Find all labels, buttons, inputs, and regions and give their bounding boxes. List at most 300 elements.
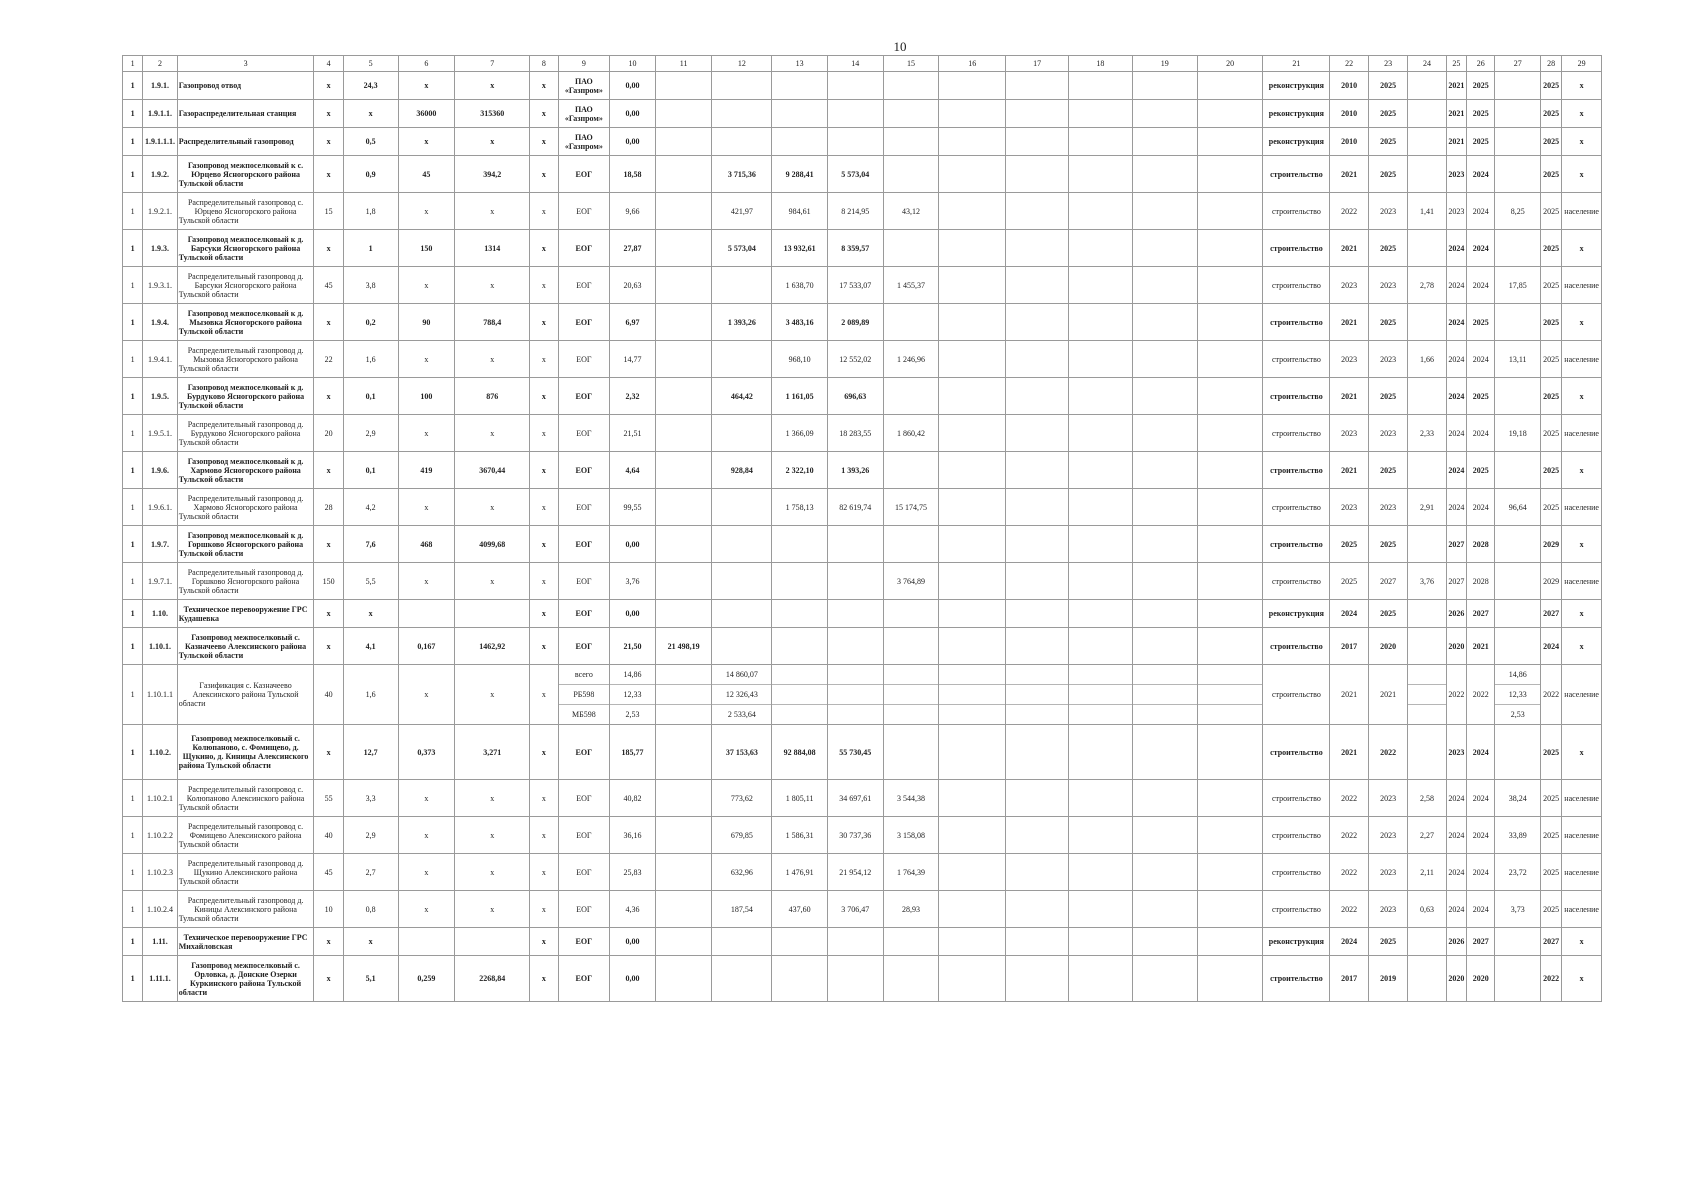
table-row — [123, 128, 1602, 156]
sub-cell-empty — [1133, 705, 1197, 725]
sub-cell-empty — [939, 685, 1005, 705]
column-number: 7 — [455, 56, 530, 72]
cell-col-4: х — [314, 100, 343, 128]
cell-col-26: 2024 — [1467, 230, 1495, 267]
cell-col-29: население — [1562, 415, 1602, 452]
cell-col-1: 1 — [123, 452, 143, 489]
cell-col-24 — [1408, 928, 1446, 956]
cell-col-27 — [1495, 628, 1541, 665]
sub-cell-empty — [1198, 705, 1263, 725]
cell-col-8: х — [530, 267, 558, 304]
cell-col-9: ЕОГ — [558, 341, 610, 378]
cell-col-7: х — [455, 72, 530, 100]
cell-col-1: 1 — [123, 304, 143, 341]
cell-col-20 — [1197, 156, 1263, 193]
cell-col-13 — [772, 600, 828, 628]
cell-col-12 — [712, 600, 772, 628]
cell-col-18 — [1069, 600, 1133, 628]
cell-col-22: 2017 — [1330, 628, 1368, 665]
cell-col-8: х — [530, 128, 558, 156]
cell-col-22: 2021 — [1330, 725, 1368, 780]
cell-col-3: Техническое перевооружение ГРС Кудашевка — [177, 600, 314, 628]
cell-col-21: строительство — [1263, 725, 1330, 780]
sub-cell: 12,33 — [1495, 685, 1540, 705]
cell-col-17 — [1006, 628, 1069, 665]
cell-col-3: Распределительный газопровод — [177, 128, 314, 156]
cell-col-12 — [712, 628, 772, 665]
cell-col-20 — [1197, 854, 1263, 891]
cell-col-26: 2022 — [1467, 665, 1495, 725]
sub-cell-empty — [1198, 685, 1263, 705]
cell-col-20 — [1197, 600, 1263, 628]
cell-col-10: 9,66 — [610, 193, 656, 230]
cell-col-1: 1 — [123, 628, 143, 665]
cell-col-8: х — [530, 563, 558, 600]
cell-col-21: строительство — [1263, 665, 1330, 725]
sub-cell-empty — [772, 705, 827, 725]
sub-cell: 2 533,64 — [727, 710, 756, 719]
cell-col-4: 22 — [314, 341, 343, 378]
cell-col-22: 2021 — [1330, 304, 1368, 341]
cell-col-7: х — [455, 665, 530, 725]
cell-col-17 — [1006, 156, 1069, 193]
cell-col-17 — [1006, 415, 1069, 452]
cell-col-16 — [939, 156, 1006, 193]
cell-col-18 — [1069, 526, 1133, 563]
cell-col-10: 0,00 — [610, 72, 656, 100]
cell-col-8: х — [530, 341, 558, 378]
cell-col-19 — [1132, 304, 1197, 341]
cell-col-13: 437,60 — [772, 891, 828, 928]
cell-col-20 — [1197, 341, 1263, 378]
cell-col-8: х — [530, 100, 558, 128]
cell-col-20 — [1197, 665, 1263, 725]
cell-col-16 — [939, 304, 1006, 341]
cell-col-27 — [1495, 725, 1541, 780]
cell-col-14: 1 393,26 — [827, 452, 883, 489]
cell-col-4: х — [314, 128, 343, 156]
cell-col-14: 5 573,04 — [827, 156, 883, 193]
cell-col-27: 23,72 — [1495, 854, 1541, 891]
cell-col-17 — [1006, 725, 1069, 780]
cell-col-28: 2025 — [1540, 780, 1561, 817]
cell-col-28: 2025 — [1540, 156, 1561, 193]
cell-col-3: Распределительный газопровод д. Щукино Алексинского района Тульской области — [177, 854, 314, 891]
sub-cell: 14,86 — [1495, 665, 1540, 685]
cell-col-4: х — [314, 452, 343, 489]
cell-col-4: х — [314, 72, 343, 100]
cell-col-2: 1.11.1. — [143, 956, 177, 1002]
cell-col-2: 1.9.1. — [143, 72, 177, 100]
cell-col-20 — [1197, 563, 1263, 600]
cell-col-16 — [939, 600, 1006, 628]
cell-col-16 — [939, 563, 1006, 600]
cell-col-6: 90 — [398, 304, 455, 341]
sub-cell-empty — [1133, 685, 1197, 705]
cell-col-22: 2023 — [1330, 267, 1368, 304]
cell-col-29: х — [1562, 452, 1602, 489]
cell-col-8: х — [530, 928, 558, 956]
cell-col-28: 2025 — [1540, 378, 1561, 415]
table-row — [123, 489, 1602, 526]
cell-col-29: население — [1562, 267, 1602, 304]
cell-col-20 — [1197, 891, 1263, 928]
cell-col-10: 2,32 — [610, 378, 656, 415]
cell-col-23: 2025 — [1368, 526, 1408, 563]
cell-col-15 — [883, 156, 939, 193]
cell-col-4: х — [314, 526, 343, 563]
cell-col-21: строительство — [1263, 341, 1330, 378]
cell-col-25: 2024 — [1446, 817, 1466, 854]
cell-col-1: 1 — [123, 928, 143, 956]
cell-col-24 — [1408, 100, 1446, 128]
cell-col-13: 1 805,11 — [772, 780, 828, 817]
cell-col-13: 1 476,91 — [772, 854, 828, 891]
table-row-split — [123, 665, 1602, 725]
cell-col-17 — [1006, 665, 1069, 725]
cell-col-28: 2025 — [1540, 193, 1561, 230]
cell-col-5: 0,9 — [343, 156, 398, 193]
cell-col-4: х — [314, 304, 343, 341]
cell-col-7: 394,2 — [455, 156, 530, 193]
cell-col-14 — [827, 600, 883, 628]
cell-col-19 — [1132, 341, 1197, 378]
cell-col-12 — [712, 665, 772, 725]
cell-col-4: х — [314, 928, 343, 956]
sub-cell: 2,53 — [1510, 710, 1525, 719]
cell-col-18 — [1069, 956, 1133, 1002]
cell-col-20 — [1197, 304, 1263, 341]
cell-col-5: 1,6 — [343, 341, 398, 378]
cell-col-24: 2,58 — [1408, 780, 1446, 817]
column-number: 20 — [1197, 56, 1263, 72]
table-row — [123, 817, 1602, 854]
cell-col-3: Техническое перевооружение ГРС Михайловская — [177, 928, 314, 956]
cell-col-25: 2020 — [1446, 628, 1466, 665]
table-row — [123, 891, 1602, 928]
cell-col-7: 3,271 — [455, 725, 530, 780]
cell-col-8: х — [530, 378, 558, 415]
cell-col-25: 2021 — [1446, 72, 1466, 100]
cell-col-28: 2027 — [1540, 928, 1561, 956]
cell-col-28: 2025 — [1540, 725, 1561, 780]
cell-col-22: 2022 — [1330, 854, 1368, 891]
cell-col-23: 2027 — [1368, 563, 1408, 600]
cell-col-26: 2024 — [1467, 415, 1495, 452]
cell-col-16 — [939, 100, 1006, 128]
cell-col-8: х — [530, 665, 558, 725]
cell-col-26: 2024 — [1467, 725, 1495, 780]
cell-col-2: 1.9.7. — [143, 526, 177, 563]
cell-col-9: ЕОГ — [558, 563, 610, 600]
cell-col-11 — [655, 156, 712, 193]
cell-col-24 — [1408, 304, 1446, 341]
cell-col-23: 2022 — [1368, 725, 1408, 780]
cell-col-14 — [827, 128, 883, 156]
cell-col-21: строительство — [1263, 780, 1330, 817]
cell-col-25: 2023 — [1446, 156, 1466, 193]
cell-col-21: реконструкция — [1263, 600, 1330, 628]
cell-col-9: ЕОГ — [558, 378, 610, 415]
cell-col-24: 3,76 — [1408, 563, 1446, 600]
cell-col-17 — [1006, 526, 1069, 563]
cell-col-28: 2025 — [1540, 128, 1561, 156]
cell-col-25: 2027 — [1446, 563, 1466, 600]
cell-col-27: 17,85 — [1495, 267, 1541, 304]
cell-col-29: население — [1562, 780, 1602, 817]
cell-col-25: 2026 — [1446, 928, 1466, 956]
cell-col-20 — [1197, 489, 1263, 526]
cell-col-23: 2020 — [1368, 628, 1408, 665]
cell-col-27 — [1495, 304, 1541, 341]
cell-col-10: 40,82 — [610, 780, 656, 817]
cell-col-21: строительство — [1263, 489, 1330, 526]
cell-col-3: Газопровод межпоселковый к д. Мызовка Ясногорского района Тульской области — [177, 304, 314, 341]
cell-col-5: х — [343, 928, 398, 956]
cell-col-5: 2,9 — [343, 817, 398, 854]
cell-col-29: население — [1562, 817, 1602, 854]
cell-col-7: 3670,44 — [455, 452, 530, 489]
sub-cell-empty — [772, 685, 827, 705]
cell-col-23: 2019 — [1368, 956, 1408, 1002]
table-row — [123, 628, 1602, 665]
cell-col-9: ЕОГ — [558, 780, 610, 817]
cell-col-20 — [1197, 725, 1263, 780]
cell-col-8: х — [530, 600, 558, 628]
cell-col-26: 2028 — [1467, 526, 1495, 563]
cell-col-16 — [939, 128, 1006, 156]
cell-col-1: 1 — [123, 267, 143, 304]
cell-col-19 — [1132, 628, 1197, 665]
cell-col-24 — [1408, 452, 1446, 489]
sub-cell: 2,53 — [625, 710, 640, 719]
cell-col-9: ЕОГ — [558, 891, 610, 928]
cell-col-1: 1 — [123, 72, 143, 100]
cell-col-15 — [883, 230, 939, 267]
cell-col-1: 1 — [123, 378, 143, 415]
cell-col-20 — [1197, 452, 1263, 489]
cell-col-2: 1.10.2.4 — [143, 891, 177, 928]
cell-col-25: 2026 — [1446, 600, 1466, 628]
cell-col-22: 2024 — [1330, 928, 1368, 956]
cell-col-2: 1.10.2.1 — [143, 780, 177, 817]
cell-col-2: 1.9.1.1. — [143, 100, 177, 128]
cell-col-5: 4,1 — [343, 628, 398, 665]
cell-col-14: 17 533,07 — [827, 267, 883, 304]
cell-col-13 — [772, 956, 828, 1002]
cell-col-25: 2024 — [1446, 452, 1466, 489]
cell-col-12 — [712, 341, 772, 378]
sub-cell-empty — [1006, 665, 1068, 685]
cell-col-15: 3 544,38 — [883, 780, 939, 817]
cell-col-24: 2,91 — [1408, 489, 1446, 526]
cell-col-2: 1.10.1. — [143, 628, 177, 665]
cell-col-27: 19,18 — [1495, 415, 1541, 452]
cell-col-23: 2025 — [1368, 230, 1408, 267]
cell-col-10: 0,00 — [610, 600, 656, 628]
cell-col-12 — [712, 563, 772, 600]
cell-col-27 — [1495, 956, 1541, 1002]
cell-col-4: 20 — [314, 415, 343, 452]
cell-col-4: х — [314, 956, 343, 1002]
cell-col-1: 1 — [123, 665, 143, 725]
cell-col-5: 0,8 — [343, 891, 398, 928]
cell-col-15: 1 246,96 — [883, 341, 939, 378]
cell-col-21: реконструкция — [1263, 72, 1330, 100]
cell-col-4: 150 — [314, 563, 343, 600]
column-number: 5 — [343, 56, 398, 72]
cell-col-29: население — [1562, 891, 1602, 928]
cell-col-29: население — [1562, 854, 1602, 891]
cell-col-7: х — [455, 854, 530, 891]
cell-col-24: 2,78 — [1408, 267, 1446, 304]
sub-cell-empty — [656, 705, 712, 725]
cell-col-11 — [655, 452, 712, 489]
sub-cell-empty — [884, 685, 939, 705]
cell-col-5: 1,6 — [343, 665, 398, 725]
cell-col-24 — [1408, 956, 1446, 1002]
cell-col-11 — [655, 230, 712, 267]
cell-col-18 — [1069, 72, 1133, 100]
cell-col-21: строительство — [1263, 193, 1330, 230]
cell-col-28: 2025 — [1540, 72, 1561, 100]
cell-col-10: 25,83 — [610, 854, 656, 891]
cell-col-18 — [1069, 304, 1133, 341]
cell-col-14 — [827, 72, 883, 100]
cell-col-29: х — [1562, 156, 1602, 193]
cell-col-2: 1.10.2.3 — [143, 854, 177, 891]
cell-col-18 — [1069, 267, 1133, 304]
cell-col-13 — [772, 665, 828, 725]
cell-col-17 — [1006, 378, 1069, 415]
cell-col-2: 1.9.4. — [143, 304, 177, 341]
cell-col-4: х — [314, 156, 343, 193]
cell-col-24: 1,66 — [1408, 341, 1446, 378]
cell-col-19 — [1132, 378, 1197, 415]
cell-col-5: 4,2 — [343, 489, 398, 526]
cell-col-23: 2025 — [1368, 100, 1408, 128]
cell-col-19 — [1132, 780, 1197, 817]
cell-col-25: 2020 — [1446, 956, 1466, 1002]
column-number: 6 — [398, 56, 455, 72]
cell-col-18 — [1069, 563, 1133, 600]
cell-col-18 — [1069, 452, 1133, 489]
sub-cell-empty — [828, 665, 883, 685]
cell-col-6: 0,373 — [398, 725, 455, 780]
cell-col-25: 2022 — [1446, 665, 1466, 725]
cell-col-23: 2025 — [1368, 128, 1408, 156]
cell-col-5: 2,9 — [343, 415, 398, 452]
cell-col-3: Распределительный газопровод с. Фомищево Алексинского района Тульской области — [177, 817, 314, 854]
cell-col-1: 1 — [123, 230, 143, 267]
table-row — [123, 267, 1602, 304]
column-number: 19 — [1132, 56, 1197, 72]
cell-col-14: 8 214,95 — [827, 193, 883, 230]
cell-col-13 — [772, 628, 828, 665]
cell-col-3: Газопровод межпоселковый к д. Барсуки Ясногорского района Тульской области — [177, 230, 314, 267]
cell-col-9: ПАО «Газпром» — [558, 128, 610, 156]
cell-col-6: х — [398, 72, 455, 100]
cell-col-29: х — [1562, 72, 1602, 100]
cell-col-23: 2023 — [1368, 854, 1408, 891]
sub-cell-empty — [884, 705, 939, 725]
cell-col-1: 1 — [123, 526, 143, 563]
cell-col-6: 45 — [398, 156, 455, 193]
cell-col-28: 2025 — [1540, 452, 1561, 489]
cell-col-3: Газопровод межпоселковый к д. Бурдуково Ясногорского района Тульской области — [177, 378, 314, 415]
column-number: 18 — [1069, 56, 1133, 72]
cell-col-16 — [939, 267, 1006, 304]
sub-cell-empty — [1408, 705, 1445, 725]
cell-col-16 — [939, 489, 1006, 526]
cell-col-7 — [455, 928, 530, 956]
cell-col-3: Распределительный газопровод д. Горшково Ясногорского района Тульской области — [177, 563, 314, 600]
cell-col-3: Газопровод межпоселковый с. Орловка, д. Донские Озерки Куркинского района Тульской области — [177, 956, 314, 1002]
sub-cell-empty — [1198, 665, 1263, 685]
cell-col-11 — [655, 928, 712, 956]
cell-col-28: 2027 — [1540, 600, 1561, 628]
cell-col-12 — [712, 415, 772, 452]
cell-col-7: х — [455, 415, 530, 452]
cell-col-19 — [1132, 600, 1197, 628]
cell-col-26: 2024 — [1467, 193, 1495, 230]
cell-col-7: х — [455, 489, 530, 526]
cell-col-10: 4,36 — [610, 891, 656, 928]
cell-col-10: 0,00 — [610, 956, 656, 1002]
cell-col-5: 1 — [343, 230, 398, 267]
column-number: 12 — [712, 56, 772, 72]
cell-col-26: 2024 — [1467, 267, 1495, 304]
cell-col-27: 8,25 — [1495, 193, 1541, 230]
cell-col-2: 1.11. — [143, 928, 177, 956]
cell-col-22: 2021 — [1330, 378, 1368, 415]
cell-col-18 — [1069, 128, 1133, 156]
cell-col-26: 2028 — [1467, 563, 1495, 600]
cell-col-2: 1.9.7.1. — [143, 563, 177, 600]
cell-col-8: х — [530, 956, 558, 1002]
sub-cell-empty — [1408, 685, 1445, 705]
cell-col-13 — [772, 72, 828, 100]
cell-col-9: ЕОГ — [558, 230, 610, 267]
cell-col-24 — [1408, 665, 1446, 725]
cell-col-22: 2021 — [1330, 230, 1368, 267]
cell-col-2: 1.10.2. — [143, 725, 177, 780]
cell-col-7: 4099,68 — [455, 526, 530, 563]
column-number: 1 — [123, 56, 143, 72]
cell-col-14: 55 730,45 — [827, 725, 883, 780]
cell-col-6: х — [398, 128, 455, 156]
cell-col-9: ЕОГ — [558, 304, 610, 341]
cell-col-19 — [1132, 817, 1197, 854]
column-number: 23 — [1368, 56, 1408, 72]
cell-col-14: 3 706,47 — [827, 891, 883, 928]
cell-col-16 — [939, 780, 1006, 817]
cell-col-20 — [1197, 267, 1263, 304]
cell-col-29: х — [1562, 100, 1602, 128]
sub-cell: РБ598 — [559, 685, 610, 705]
sub-cell: 12,33 — [610, 685, 655, 705]
sub-cell-empty — [884, 665, 939, 685]
cell-col-23: 2023 — [1368, 267, 1408, 304]
cell-col-10: 21,50 — [610, 628, 656, 665]
cell-col-2: 1.9.3. — [143, 230, 177, 267]
cell-col-13: 9 288,41 — [772, 156, 828, 193]
cell-col-24: 2,27 — [1408, 817, 1446, 854]
cell-col-10: 185,77 — [610, 725, 656, 780]
cell-col-20 — [1197, 956, 1263, 1002]
cell-col-2: 1.10.1.1 — [143, 665, 177, 725]
cell-col-10: 6,97 — [610, 304, 656, 341]
